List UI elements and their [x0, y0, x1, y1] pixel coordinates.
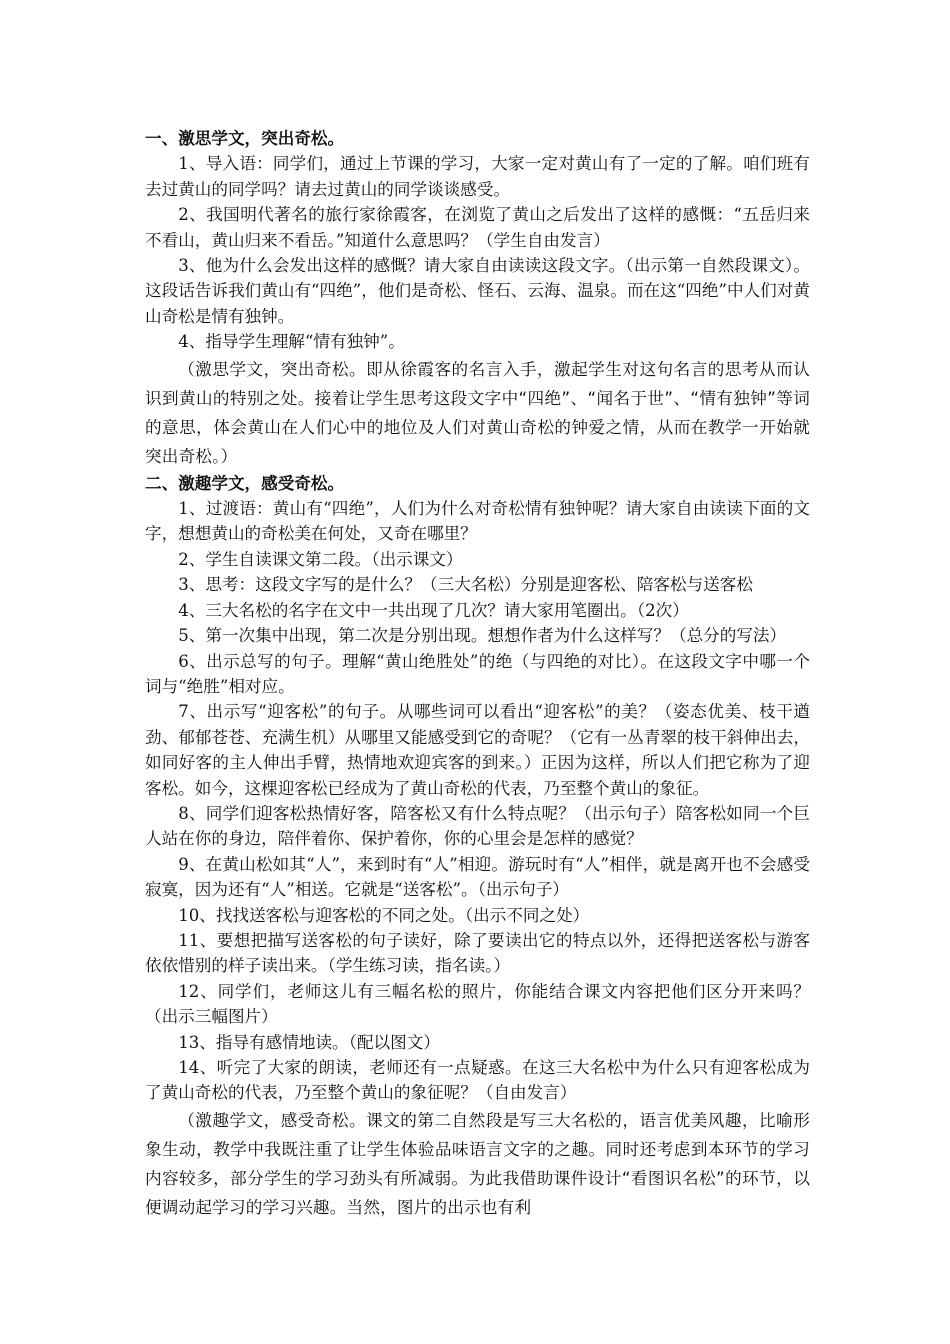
- paragraph: 14、听完了大家的朗读，老师还有一点疑惑。在这三大名松中为什么只有迎客松成为了黄山奇松的代表，乃至整个黄山的象征呢？（自由发言）: [145, 1058, 810, 1103]
- paragraph: 6、出示总写的句子。理解“黄山绝胜处”的绝（与四绝的对比）。在这段文字中哪一个词与“绝胜”相对应。: [145, 651, 810, 696]
- section-heading: 二、激趣学文，感受奇松。: [145, 472, 345, 493]
- paragraph: 1、过渡语：黄山有“四绝”，人们为什么对奇松情有独钟呢？请大家自由读读下面的文字，想想黄山的奇松美在何处，又奇在哪里？: [145, 499, 810, 544]
- paragraph: 8、同学们迎客松热情好客，陪客松又有什么特点呢？（出示句子）陪客松如同一个巨人站在你的身边，陪伴着你、保护着你，你的心里会是怎样的感觉？: [145, 803, 810, 849]
- section-heading: 一、激思学文，突出奇松。: [145, 128, 345, 148]
- paragraph: 2、我国明代著名的旅行家徐霞客，在浏览了黄山之后发出了这样的感慨：“五岳归来不看山，黄山归来不看岳。”知道什么意思吗？（学生自由发言）: [145, 205, 810, 250]
- paragraph: 1、导入语：同学们，通过上节课的学习，大家一定对黄山有了一定的了解。咱们班有去过黄山的同学吗？请去过黄山的同学谈谈感受。: [145, 154, 810, 199]
- paragraph: 9、在黄山松如其“人”，来到时有“人”相迎。游玩时有“人”相伴，就是离开也不会感受寂寞，因为还有“人”相送。它就是“送客松”。（出示句子）: [145, 854, 810, 900]
- commentary-note: （激趣学文，感受奇松。课文的第二自然段是写三大名松的，语言优美风趣，比喻形象生动，教学中我既注重了让学生体验品味语言文字的之趣。同时还考虑到本环节的学习内容较多，部分学生的学习劲头有所减弱。为此我借助课件设计“看图识名松”的环节，以便调动起学习的学习兴趣。当然，图片的出示也有利: [145, 1110, 810, 1217]
- paragraph: 13、指导有感情地读。（配以图文）: [178, 1032, 440, 1052]
- paragraph: 3、他为什么会发出这样的感慨？请大家自由读读这段文字。（出示第一自然段课文）。这段话告诉我们黄山有“四绝”，他们是奇松、怪石、云海、温泉。而在这“四绝”中人们对黄山奇松是情有独钟。: [145, 256, 810, 326]
- paragraph: 7、出示写“迎客松”的句子。从哪些词可以看出“迎客松”的美？（姿态优美、枝干遒劲、郁郁苍苍、充满生机）从哪里又能感受到它的奇呢？（它有一丛青翠的枝干斜伸出去，如同好客的主人伸出手臂，热情地欢迎宾客的到来。）正因为这样，所以人们把它称为了迎客松。如今，这棵迎客松已经成为了黄山奇松的代表，乃至整个黄山的象征。: [145, 702, 810, 798]
- paragraph: 12、同学们，老师这儿有三幅名松的照片，你能结合课文内容把他们区分开来吗？（出示三幅图片）: [145, 981, 810, 1027]
- paragraph: 3、思考：这段文字写的是什么？（三大名松）分别是迎客松、陪客松与送客松: [178, 575, 753, 595]
- paragraph: 10、找找送客松与迎客松的不同之处。（出示不同之处）: [178, 905, 590, 925]
- paragraph: 4、三大名松的名字在文中一共出现了几次？请大家用笔圈出。（2次）: [178, 600, 689, 620]
- paragraph: 2、学生自读课文第二段。（出示课文）: [178, 549, 463, 569]
- paragraph: 11、要想把描写送客松的句子读好，除了要读出它的特点以外，还得把送客松与游客依依惜别的样子读出来。（学生练习读，指名读。）: [145, 930, 810, 976]
- commentary-note: （激思学文，突出奇松。即从徐霞客的名言入手，激起学生对这句名言的思考从而认识到黄山的特别之处。接着让学生思考这段文字中“四绝”、“闻名于世”、“情有独钟”等词的意思，体会黄山在人们心中的地位及人们对黄山奇松的钟爱之情，从而在教学一开始就突出奇松。）: [145, 359, 810, 466]
- paragraph: 5、第一次集中出现，第二次是分别出现。想想作者为什么这样写？（总分的写法）: [178, 626, 787, 646]
- paragraph: 4、指导学生理解“情有独钟”。: [178, 332, 405, 352]
- document-page: [145, 126, 810, 1222]
